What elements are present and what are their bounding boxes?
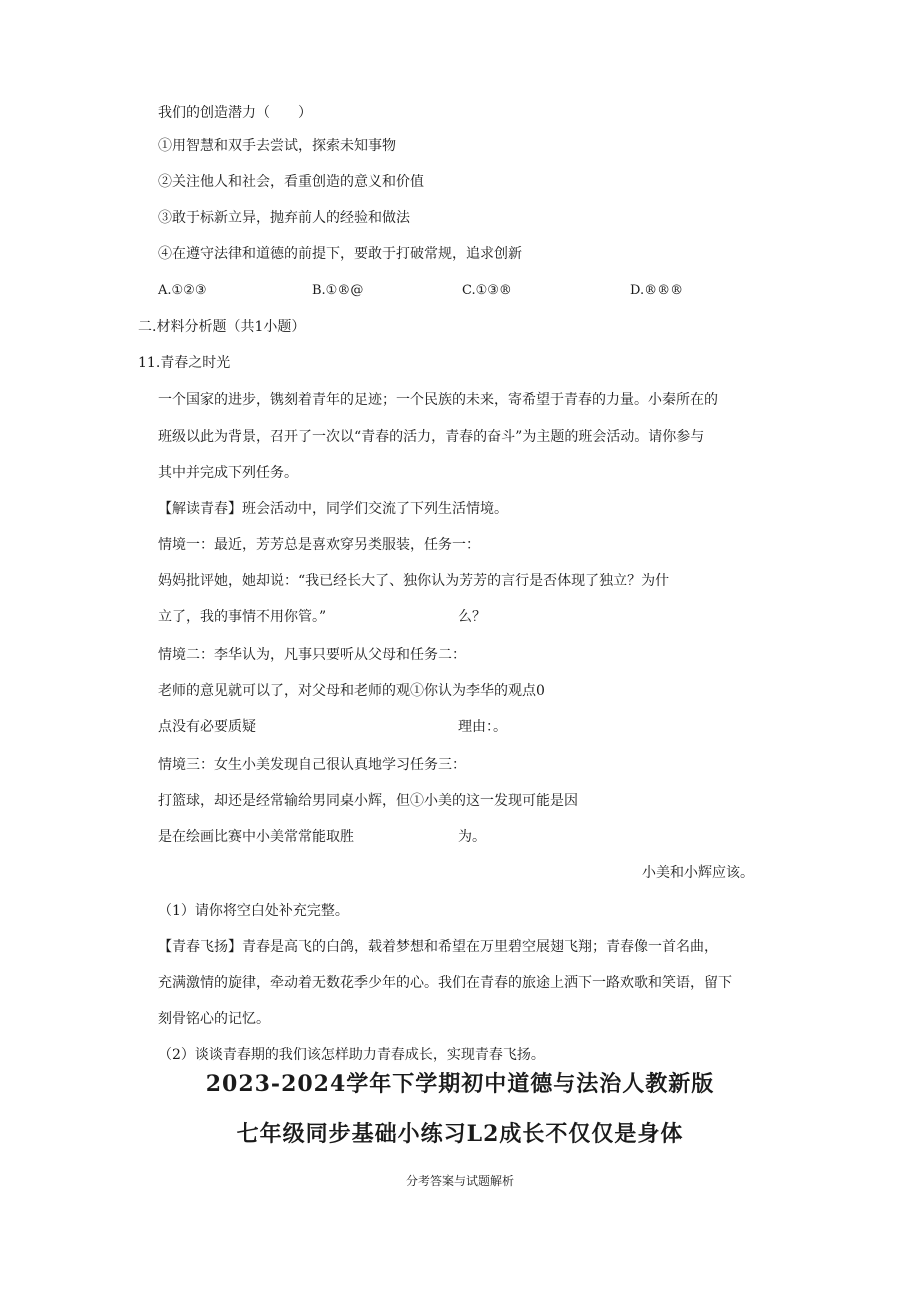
section-heading: 二.材料分析题（共1小题） — [138, 319, 306, 335]
scenario-3-line-3: 是在绘画比赛中小美常常能取胜 — [158, 829, 354, 845]
part2-line-3: 刻骨铭心的记忆。 — [158, 1011, 270, 1027]
sub-question-2: （2）谈谈青春期的我们该怎样助力青春成长，实现青春飞扬。 — [158, 1047, 545, 1063]
option-b: B.①®@ — [312, 283, 364, 298]
task-3-line-2: 小美和小辉应该。 — [642, 865, 754, 881]
option-d: D.®®® — [630, 283, 684, 298]
document-title-line-2: 七年级同步基础小练习L2成长不仅仅是身体 — [236, 1121, 684, 1147]
option-a: A.①②③ — [158, 283, 207, 298]
scenario-2-line-3: 点没有必要质疑 — [158, 719, 256, 735]
question-stem: 我们的创造潜力（ ） — [158, 105, 312, 121]
scenario-2-line-2: 老师的意见就可以了，对父母和老师的观①你认为李华的观点0 — [158, 683, 545, 699]
scenario-1-line-3: 立了，我的事情不用你管。” — [158, 609, 327, 625]
part1-heading: 【解读青春】班会活动中，同学们交流了下列生活情境。 — [158, 501, 508, 517]
task-2-reason: 理由：。 — [458, 719, 507, 735]
question-title: 11.青春之时光 — [138, 355, 231, 371]
task-1-continued: 么？ — [458, 609, 486, 625]
scenario-2-line-1: 情境二：李华认为，凡事只要听从父母和任务二： — [158, 647, 466, 663]
document-title-line-1: 2023-2024学年下学期初中道德与法治人教新版 — [205, 1071, 715, 1097]
statement-4: ④在遵守法律和道德的前提下，要敢于打破常规，追求创新 — [158, 246, 522, 262]
scenario-1-line-1: 情境一：最近，芳芳总是喜欢穿另类服装，任务一： — [158, 537, 480, 553]
part2-line-2: 充满激情的旋律，牵动着无数花季少年的心。我们在青春的旅途上洒下一路欢歌和笑语，留下 — [158, 975, 732, 991]
sub-question-1: （1）请你将空白处补充完整。 — [158, 903, 349, 919]
answer-section-heading: 分考答案与试题解析 — [405, 1174, 514, 1188]
intro-line-1: 一个国家的进步，镌刻着青年的足迹；一个民族的未来，寄希望于青春的力量。小秦所在的 — [158, 392, 718, 408]
scenario-3-line-1: 情境三：女生小美发现自己很认真地学习任务三： — [158, 757, 466, 773]
option-c: C.①③® — [462, 283, 512, 298]
scenario-1-line-2: 妈妈批评她，她却说：“我已经长大了、独你认为芳芳的言行是否体现了独立？为什 — [158, 573, 670, 589]
intro-line-3: 其中并完成下列任务。 — [158, 465, 298, 481]
statement-2: ②关注他人和社会，看重创造的意义和价值 — [158, 174, 424, 190]
task-3-continued: 为。 — [458, 829, 486, 845]
part2-line-1: 【青春飞扬】青春是高飞的白鸽，载着梦想和希望在万里碧空展翅飞翔；青春像一首名曲， — [158, 939, 718, 955]
scenario-3-line-2: 打篮球，却还是经常输给男同桌小辉，但①小美的这一发现可能是因 — [158, 793, 578, 809]
intro-line-2: 班级以此为背景，召开了一次以“青春的活力，青春的奋斗”为主题的班会活动。请你参与 — [158, 429, 705, 445]
statement-1: ①用智慧和双手去尝试，探索未知事物 — [158, 138, 396, 154]
statement-3: ③敢于标新立异，抛弃前人的经验和做法 — [158, 210, 410, 226]
